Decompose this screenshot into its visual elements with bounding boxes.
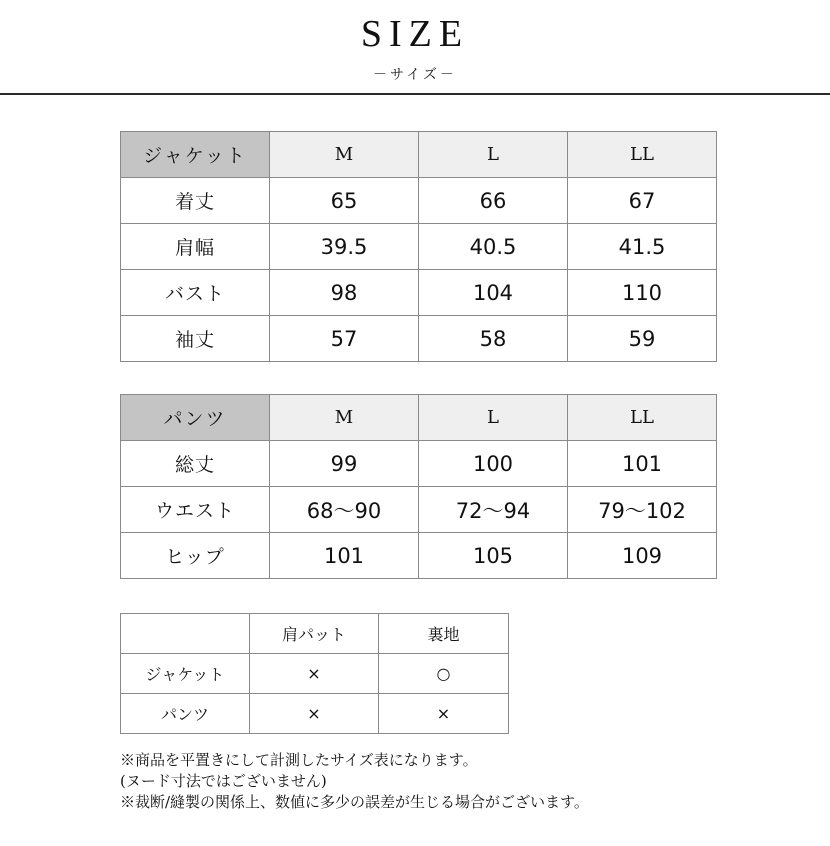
table-cell: 67 — [568, 178, 717, 224]
table-cell: 57 — [270, 316, 419, 362]
column-header-m: M — [270, 395, 419, 441]
row-label: 総丈 — [121, 441, 270, 487]
row-label: ジャケット — [121, 654, 250, 694]
table-cell: 105 — [419, 533, 568, 579]
table-row — [121, 224, 717, 270]
table-cell: 101 — [270, 533, 419, 579]
table-cell: 40.5 — [419, 224, 568, 270]
table-row — [121, 270, 717, 316]
table-cell: 104 — [419, 270, 568, 316]
table-row — [121, 694, 509, 734]
column-header-lining: 裏地 — [379, 614, 509, 654]
table-cell: 66 — [419, 178, 568, 224]
cross-mark: × — [250, 654, 379, 694]
table-cell: 39.5 — [270, 224, 419, 270]
table-cell: 68～90 — [270, 487, 419, 533]
table-header-row — [121, 614, 509, 654]
pants-size-table — [120, 394, 717, 579]
note-line: ※裁断/縫製の関係上、数値に多少の誤差が生じる場合がございます。 — [120, 793, 589, 811]
column-header-m: M — [270, 132, 419, 178]
row-label: バスト — [121, 270, 270, 316]
table-cell: 65 — [270, 178, 419, 224]
row-label: パンツ — [121, 694, 250, 734]
table-cell: 79～102 — [568, 487, 717, 533]
column-header-ll: LL — [568, 132, 717, 178]
row-label: 肩幅 — [121, 224, 270, 270]
table-row — [121, 487, 717, 533]
table-row — [121, 441, 717, 487]
table-cell: 72～94 — [419, 487, 568, 533]
table-cell: 59 — [568, 316, 717, 362]
table-cell: 101 — [568, 441, 717, 487]
table-cell: 110 — [568, 270, 717, 316]
table-row — [121, 316, 717, 362]
row-label: ヒップ — [121, 533, 270, 579]
table-cell: 109 — [568, 533, 717, 579]
table-header-row — [121, 395, 717, 441]
measurement-notes — [120, 750, 589, 813]
page-subtitle: －サイズ－ — [373, 67, 457, 83]
cross-mark: × — [250, 694, 379, 734]
table-cell: 99 — [270, 441, 419, 487]
circle-mark: ○ — [379, 654, 509, 694]
column-header-l: L — [419, 395, 568, 441]
table-cell: 41.5 — [568, 224, 717, 270]
table-row — [121, 533, 717, 579]
row-label: 着丈 — [121, 178, 270, 224]
column-header-shoulder-pad: 肩パット — [250, 614, 379, 654]
jacket-table-corner-label: ジャケット — [121, 132, 270, 178]
pants-table-corner-label: パンツ — [121, 395, 270, 441]
row-label: 袖丈 — [121, 316, 270, 362]
row-label: ウエスト — [121, 487, 270, 533]
jacket-size-table — [120, 131, 717, 362]
cross-mark: × — [379, 694, 509, 734]
table-row — [121, 178, 717, 224]
page-title: SIZE — [360, 13, 470, 55]
table-row — [121, 654, 509, 694]
note-line: ※商品を平置きにして計測したサイズ表になります。 — [120, 751, 478, 769]
table-cell: 58 — [419, 316, 568, 362]
table-header-row — [121, 132, 717, 178]
column-header-ll: LL — [568, 395, 717, 441]
feature-table — [120, 613, 509, 734]
table-cell: 100 — [419, 441, 568, 487]
header-divider — [0, 93, 830, 95]
note-line: (ヌード寸法ではございません) — [120, 772, 327, 790]
table-cell: 98 — [270, 270, 419, 316]
feature-table-corner — [121, 614, 250, 654]
column-header-l: L — [419, 132, 568, 178]
